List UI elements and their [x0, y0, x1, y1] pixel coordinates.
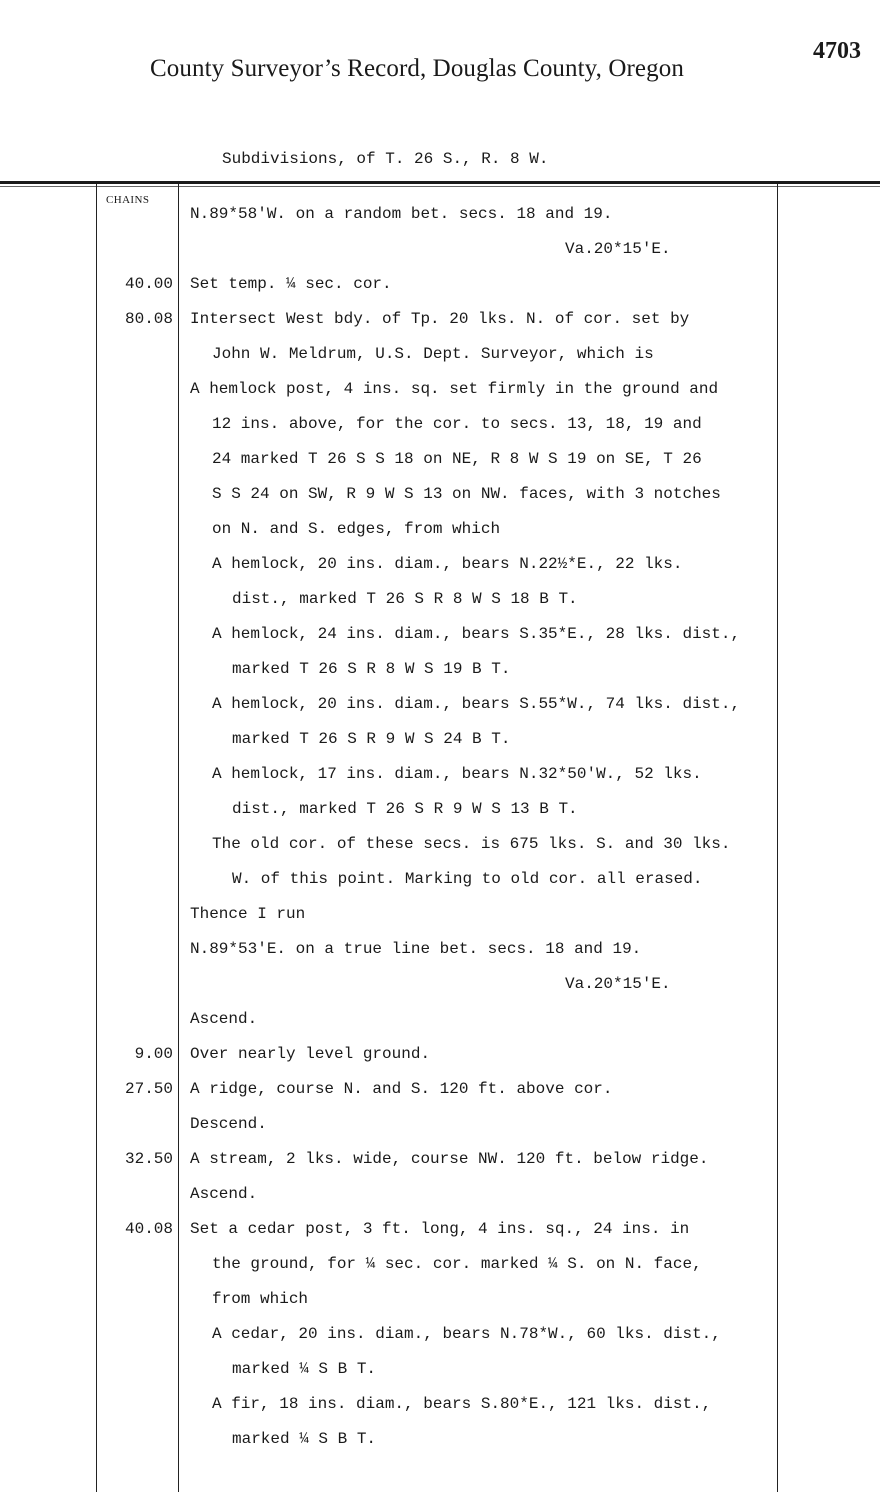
- record-text: on N. and S. edges, from which: [212, 520, 501, 538]
- record-text: marked ¼ S B T.: [232, 1360, 377, 1378]
- record-row: [0, 1037, 880, 1072]
- record-row: [0, 1352, 880, 1387]
- record-row: [0, 1142, 880, 1177]
- record-text: N.89*58'W. on a random bet. secs. 18 and 19.: [190, 205, 613, 223]
- record-row: [0, 1212, 880, 1247]
- record-row: [0, 722, 880, 757]
- record-text: Ascend.: [190, 1185, 258, 1203]
- record-row: [0, 197, 880, 232]
- chains-value: 80.08: [124, 310, 173, 328]
- record-row: [0, 547, 880, 582]
- record-text: John W. Meldrum, U.S. Dept. Surveyor, which is: [212, 345, 654, 363]
- record-row: [0, 687, 880, 722]
- record-text: N.89*53'E. on a true line bet. secs. 18 and 19.: [190, 940, 642, 958]
- record-row: [0, 372, 880, 407]
- record-text: Set temp. ¼ sec. cor.: [190, 275, 392, 293]
- chains-value: 32.50: [124, 1150, 173, 1168]
- record-text: Va.20*15'E.: [565, 240, 671, 258]
- record-text: Over nearly level ground.: [190, 1045, 431, 1063]
- record-row: [0, 1247, 880, 1282]
- record-text: marked T 26 S R 9 W S 24 B T.: [232, 730, 511, 748]
- chains-value: 40.00: [124, 275, 173, 293]
- record-row: [0, 512, 880, 547]
- record-row: [0, 652, 880, 687]
- record-text: A stream, 2 lks. wide, course NW. 120 ft. below ridge.: [190, 1150, 709, 1168]
- record-text: Set a cedar post, 3 ft. long, 4 ins. sq., 24 ins. in: [190, 1220, 690, 1238]
- record-text: W. of this point. Marking to old cor. all erased.: [232, 870, 703, 888]
- record-row: [0, 1317, 880, 1352]
- record-text: A hemlock post, 4 ins. sq. set firmly in the ground and: [190, 380, 719, 398]
- record-text: S S 24 on SW, R 9 W S 13 on NW. faces, with 3 notches: [212, 485, 721, 503]
- record-text: dist., marked T 26 S R 8 W S 18 B T.: [232, 590, 578, 608]
- record-row: [0, 1422, 880, 1457]
- record-text: A hemlock, 24 ins. diam., bears S.35*E., 28 lks. dist.,: [212, 625, 741, 643]
- record-row: [0, 1107, 880, 1142]
- record-row: [0, 407, 880, 442]
- record-text: Intersect West bdy. of Tp. 20 lks. N. of cor. set by: [190, 310, 690, 328]
- section-subtitle: Subdivisions, of T. 26 S., R. 8 W.: [222, 150, 549, 168]
- record-row: [0, 897, 880, 932]
- chains-column-header: CHAINS: [106, 194, 150, 206]
- record-row: [0, 862, 880, 897]
- record-row: [0, 1072, 880, 1107]
- record-row: [0, 232, 880, 267]
- header-rule: [0, 181, 880, 184]
- record-row: [0, 337, 880, 372]
- record-text: 24 marked T 26 S S 18 on NE, R 8 W S 19 on SE, T 26: [212, 450, 702, 468]
- record-text: dist., marked T 26 S R 9 W S 13 B T.: [232, 800, 578, 818]
- chains-value: 9.00: [134, 1045, 173, 1063]
- page-title: County Surveyor’s Record, Douglas County, Oregon: [150, 55, 684, 82]
- record-text: marked T 26 S R 8 W S 19 B T.: [232, 660, 511, 678]
- record-text: marked ¼ S B T.: [232, 1430, 377, 1448]
- record-row: [0, 1002, 880, 1037]
- record-text: A ridge, course N. and S. 120 ft. above cor.: [190, 1080, 613, 1098]
- record-text: A hemlock, 17 ins. diam., bears N.32*50'W., 52 lks.: [212, 765, 702, 783]
- record-text: from which: [212, 1290, 309, 1308]
- record-text: Va.20*15'E.: [565, 975, 671, 993]
- record-row: [0, 442, 880, 477]
- record-row: [0, 967, 880, 1002]
- record-row: [0, 582, 880, 617]
- record-body: [0, 197, 880, 1457]
- record-row: [0, 617, 880, 652]
- record-text: A hemlock, 20 ins. diam., bears S.55*W., 74 lks. dist.,: [212, 695, 741, 713]
- record-text: Descend.: [190, 1115, 267, 1133]
- record-text: Ascend.: [190, 1010, 258, 1028]
- record-text: A cedar, 20 ins. diam., bears N.78*W., 60 lks. dist.,: [212, 1325, 721, 1343]
- record-text: The old cor. of these secs. is 675 lks. S. and 30 lks.: [212, 835, 731, 853]
- record-text: A fir, 18 ins. diam., bears S.80*E., 121 lks. dist.,: [212, 1395, 712, 1413]
- record-row: [0, 1387, 880, 1422]
- record-row: [0, 1282, 880, 1317]
- record-row: [0, 302, 880, 337]
- record-text: 12 ins. above, for the cor. to secs. 13, 18, 19 and: [212, 415, 702, 433]
- record-row: [0, 932, 880, 967]
- record-row: [0, 477, 880, 512]
- record-text: Thence I run: [190, 905, 306, 923]
- record-row: [0, 792, 880, 827]
- record-text: A hemlock, 20 ins. diam., bears N.22½*E., 22 lks.: [212, 555, 683, 573]
- record-row: [0, 827, 880, 862]
- chains-value: 27.50: [124, 1080, 173, 1098]
- record-row: [0, 1177, 880, 1212]
- record-row: [0, 267, 880, 302]
- page-number: 4703: [813, 38, 861, 64]
- chains-value: 40.08: [124, 1220, 173, 1238]
- record-row: [0, 757, 880, 792]
- record-text: the ground, for ¼ sec. cor. marked ¼ S. on N. face,: [212, 1255, 702, 1273]
- header-rule-thin: [0, 186, 880, 187]
